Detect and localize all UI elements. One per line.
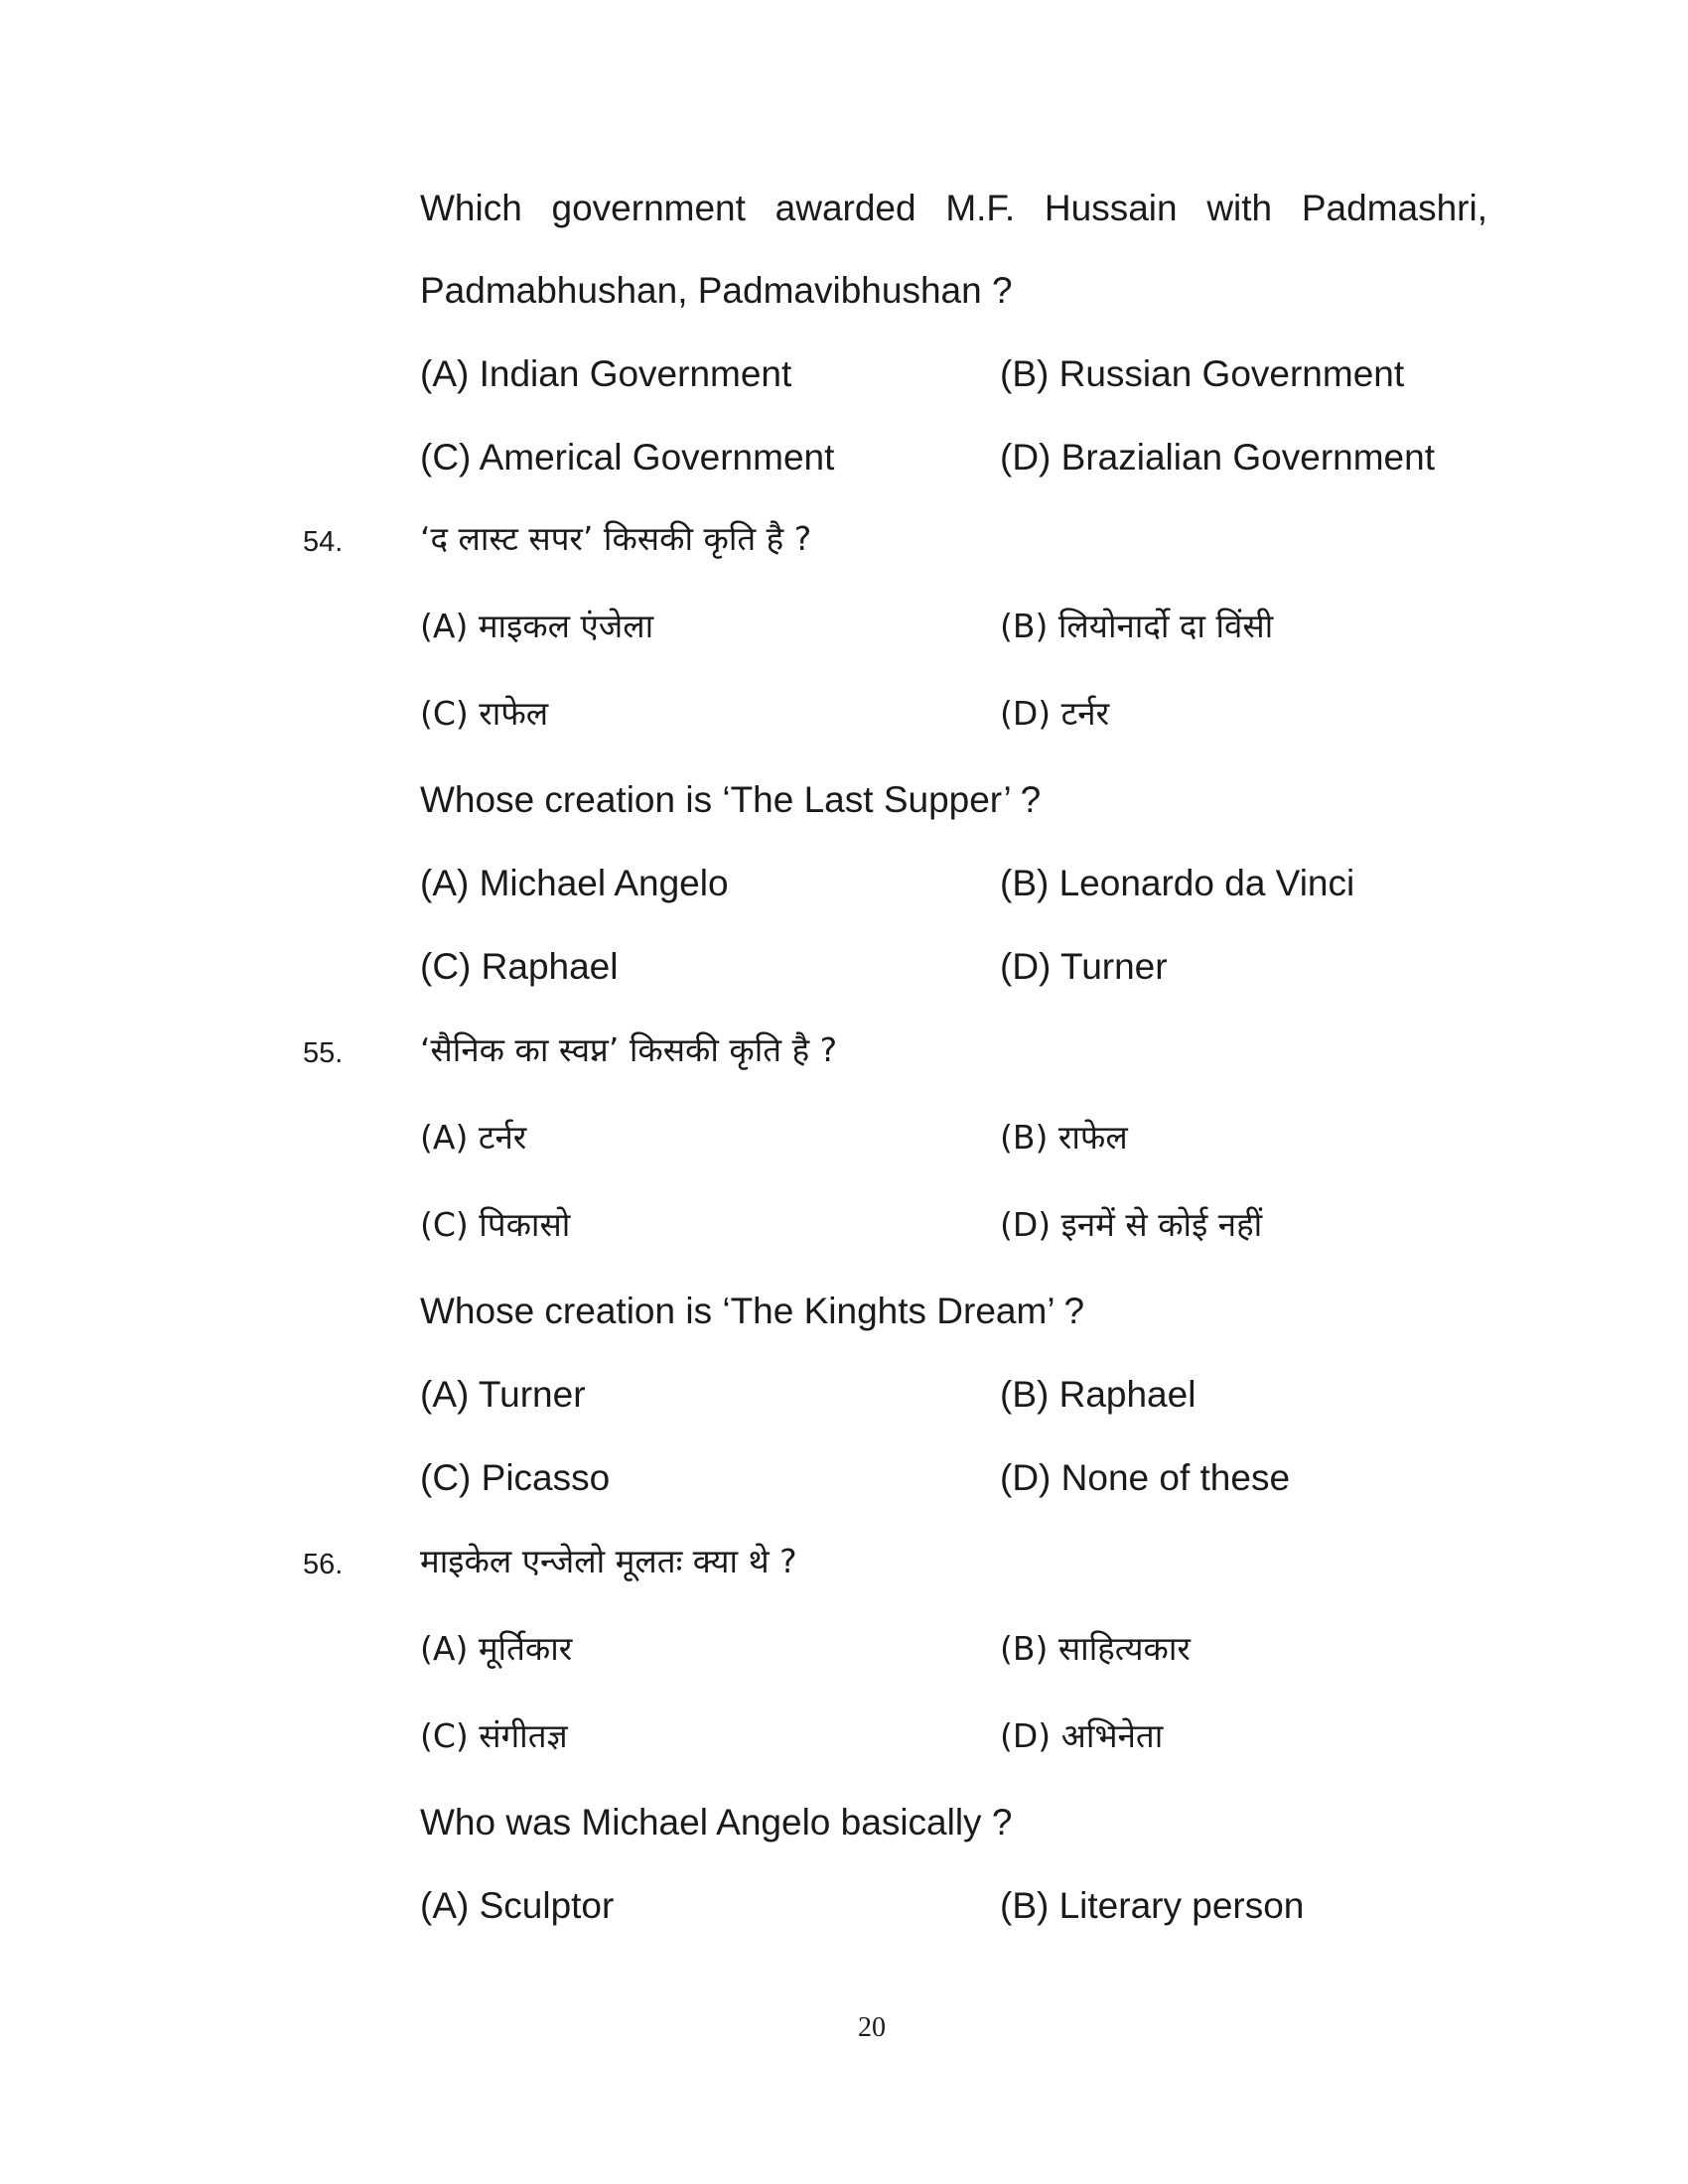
q54-hi-option-a: (A) माइकल एंजेला	[420, 607, 654, 645]
q53-en-question-line2: Padmabhushan, Padmavibhushan ?	[420, 270, 1013, 311]
q55-en-option-b: (B) Raphael	[1000, 1374, 1196, 1415]
q54-hi-option-c: (C) राफेल	[420, 694, 549, 733]
q53-en-option-a: (A) Indian Government	[420, 353, 792, 394]
q54-hi-option-b: (B) लियोनार्दो दा विंसी	[1000, 607, 1274, 645]
q54-en-option-a: (A) Michael Angelo	[420, 863, 729, 903]
q54-en-question: Whose creation is ‘The Last Supper’ ?	[420, 779, 1042, 820]
q56-en-option-b: (B) Literary person	[1000, 1885, 1305, 1926]
q55-hi-option-a: (A) टर्नर	[420, 1118, 527, 1157]
q53-en-option-c: (C) Americal Government	[420, 437, 835, 478]
q56-hi-question: माइकेल एन्जेलो मूलतः क्या थे ?	[420, 1542, 797, 1580]
q53-en-option-d: (D) Brazialian Government	[1000, 437, 1435, 478]
q54-en-option-c: (C) Raphael	[420, 946, 619, 987]
q55-hi-option-b: (B) राफेल	[1000, 1118, 1128, 1157]
q54-en-option-b: (B) Leonardo da Vinci	[1000, 863, 1355, 903]
q55-hi-option-d: (D) इनमें से कोई नहीं	[1000, 1205, 1263, 1244]
q53-en-option-b: (B) Russian Government	[1000, 353, 1405, 394]
q55-en-option-a: (A) Turner	[420, 1374, 586, 1415]
q56-hi-option-b: (B) साहित्यकार	[1000, 1629, 1191, 1668]
page-number: 20	[858, 2012, 886, 2043]
q56-en-option-a: (A) Sculptor	[420, 1885, 615, 1926]
q55-en-option-d: (D) None of these	[1000, 1457, 1291, 1498]
q56-en-question: Who was Michael Angelo basically ?	[420, 1802, 1013, 1843]
q55-number: 55.	[303, 1037, 344, 1069]
q55-hi-option-c: (C) पिकासो	[420, 1205, 571, 1244]
q56-hi-option-d: (D) अभिनेता	[1000, 1716, 1164, 1755]
q56-hi-option-c: (C) संगीतज्ञ	[420, 1716, 568, 1755]
q54-number: 54.	[303, 526, 344, 558]
q56-hi-option-a: (A) मूर्तिकार	[420, 1629, 573, 1668]
q54-hi-option-d: (D) टर्नर	[1000, 694, 1110, 733]
q55-en-option-c: (C) Picasso	[420, 1457, 611, 1498]
q55-hi-question: ‘सैनिक का स्वप्न’ किसकी कृति है ?	[420, 1030, 838, 1069]
q54-hi-question: ‘द लास्ट सपर’ किसकी कृति है ?	[420, 519, 812, 558]
q55-en-question: Whose creation is ‘The Kinghts Dream’ ?	[420, 1291, 1085, 1331]
q53-en-question-line1: Which government awarded M.F. Hussain with Padmashri,	[420, 188, 1487, 228]
q54-en-option-d: (D) Turner	[1000, 946, 1168, 987]
q56-number: 56.	[303, 1549, 344, 1580]
